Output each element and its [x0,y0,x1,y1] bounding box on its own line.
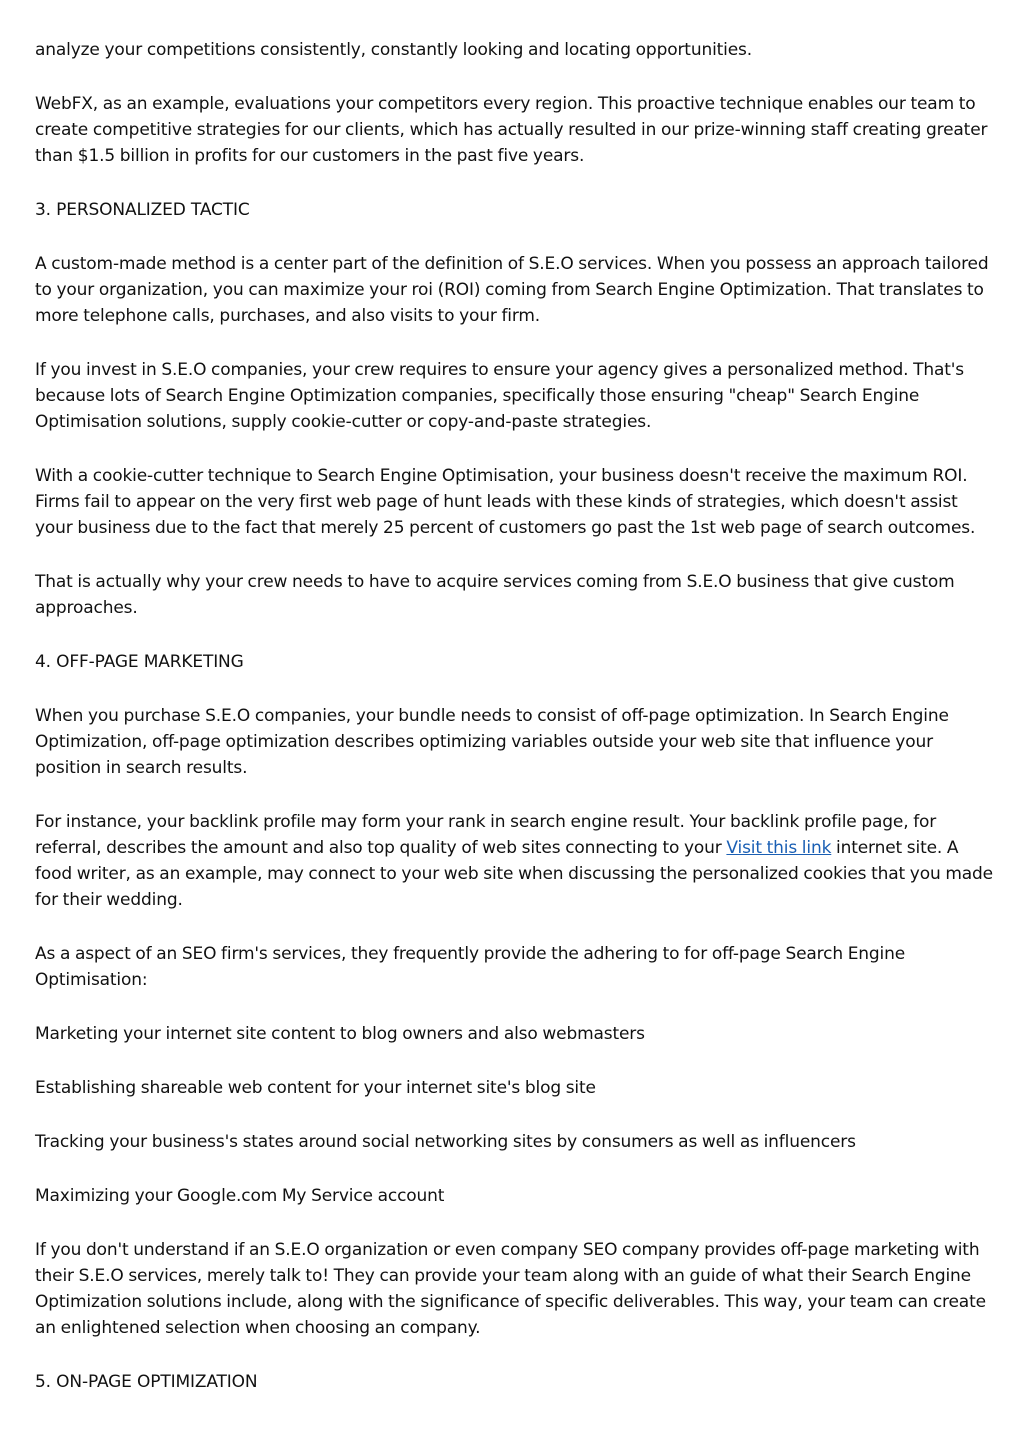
list-item: Maximizing your Google.com My Service account [35,1186,445,1206]
paragraph-understand: If you don't understand if an S.E.O organization or even company SEO company provides off-page marketing with their S.E.O services, merely talk to! They can provide your team along with an guide of what their Search Engine Optimization solutions include, along with the significance of specific deliverables. This way, your team can create an enlightened selection when choosing an company. [35,1240,986,1338]
heading-personalized-tactic: 3. PERSONALIZED TACTIC [35,200,250,220]
paragraph-acquire: That is actually why your crew needs to have to acquire services coming from S.E.O business that give custom approaches. [35,572,955,618]
paragraph-webfx: WebFX, as an example, evaluations your competitors every region. This proactive technique enables our team to create competitive strategies for our clients, which has actually resulted in our prize-winning staff creating greater than $1.5 billion in profits for our customers in the past five years. [35,94,988,166]
heading-off-page-marketing: 4. OFF-PAGE MARKETING [35,652,244,672]
list-item: Establishing shareable web content for your internet site's blog site [35,1078,596,1098]
paragraph-aspect: As a aspect of an SEO firm's services, they frequently provide the adhering to for off-page Search Engine Optimisation: [35,944,906,990]
paragraph-cookie-cutter: With a cookie-cutter technique to Search Engine Optimisation, your business doesn't receive the maximum ROI. Firms fail to appear on the very first web page of hunt leads with these kinds of strategies, which doesn't assist your business due to the fact that merely 25 percent of customers go past the 1st web page of search outcomes. [35,466,976,538]
backlink-text-after: internet site. A food writer, as an example, may connect to your web site when discussing the personalized cookies that you made for their wedding. [35,838,993,910]
visit-this-link[interactable]: Visit this link [726,838,832,858]
backlink-text-before: For instance, your backlink profile may form your rank in search engine result. Your backlink profile page, for referral, describes the amount and also top quality of web sites connecting to your [35,812,937,858]
heading-on-page-optimization: 5. ON-PAGE OPTIMIZATION [35,1372,258,1392]
paragraph-backlink [35,809,994,913]
paragraph-purchase: When you purchase S.E.O companies, your bundle needs to consist of off-page optimization. In Search Engine Optimization, off-page optimization describes optimizing variables outside your web site that influence your position in search results. [35,706,949,778]
paragraph-custom-method: A custom-made method is a center part of the definition of S.E.O services. When you possess an approach tailored to your organization, you can maximize your roi (ROI) coming from Search Engine Optimization. That translates to more telephone calls, purchases, and also visits to your firm. [35,254,989,326]
list-item: Tracking your business's states around social networking sites by consumers as well as influencers [35,1132,856,1152]
list-item: Marketing your internet site content to blog owners and also webmasters [35,1024,645,1044]
paragraph-invest: If you invest in S.E.O companies, your crew requires to ensure your agency gives a personalized method. That's because lots of Search Engine Optimization companies, specifically those ensuring "cheap" Search Engine Optimisation solutions, supply cookie-cutter or copy-and-paste strategies. [35,360,964,432]
paragraph-competitions: analyze your competitions consistently, constantly looking and locating opportunities. [35,40,752,60]
